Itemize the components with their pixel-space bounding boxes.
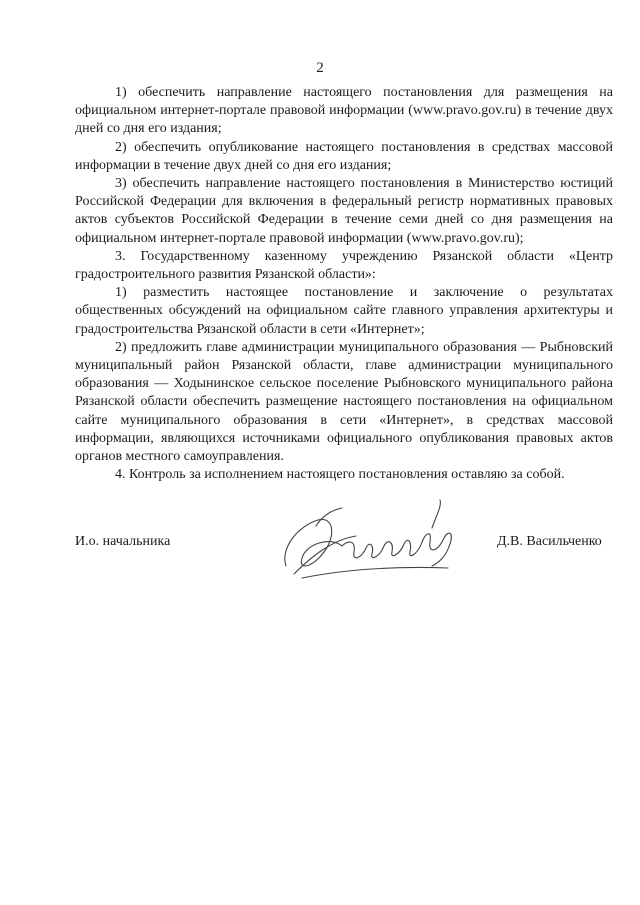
paragraph-4: 4. Контроль за исполнением настоящего постановления оставляю за собой.	[115, 467, 565, 483]
paragraph-3: 3. Государственному казенному учреждению Рязанской области «Центр градостроительного развития Рязанской области»:	[75, 248, 613, 283]
paragraph-3-2: 2) предложить главе администрации муниципального образования — Рыбновский муниципальный район Рязанской области, главе администрации муниципального образования — Ходынинское сельское поселение Рыбновского муниципального района Рязанской области обеспечить размещение настоящего постановления на официальном сайте муниципального образования в сети «Интернет», в средствах массовой информации, являющихся источниками официального опубликования правовых актов органов местного самоуправления.	[75, 339, 613, 465]
document-body	[75, 84, 613, 484]
paragraph-1-1: 1) обеспечить направление настоящего постановления для размещения на официальном интернет-портале правовой информации (www.pravo.gov.ru) в течение двух дней со дня его издания;	[75, 85, 613, 137]
signatory-name: Д.В. Васильченко	[497, 534, 602, 549]
paragraph-3-1: 1) разместить настоящее постановление и заключение о результатах общественных обсуждений на официальном сайте главного управления архитектуры и градостроительства Рязанской области в сети «Интернет»;	[75, 285, 613, 337]
page-number: 2	[316, 60, 324, 76]
paragraph-1-2: 2) обеспечить опубликование настоящего постановления в средствах массовой информации в течение двух дней со дня его издания;	[75, 139, 613, 173]
paragraph-1-3: 3) обеспечить направление настоящего постановления в Министерство юстиций Российской Федерации для включения в федеральный регистр нормативных правовых актов субъектов Российской Федерации в течение семи дней со дня размещения на официальном интернет-портале правовой информации (www.pravo.gov.ru);	[75, 176, 613, 246]
signatory-role: И.о. начальника	[75, 534, 171, 549]
handwritten-signature	[272, 496, 472, 588]
